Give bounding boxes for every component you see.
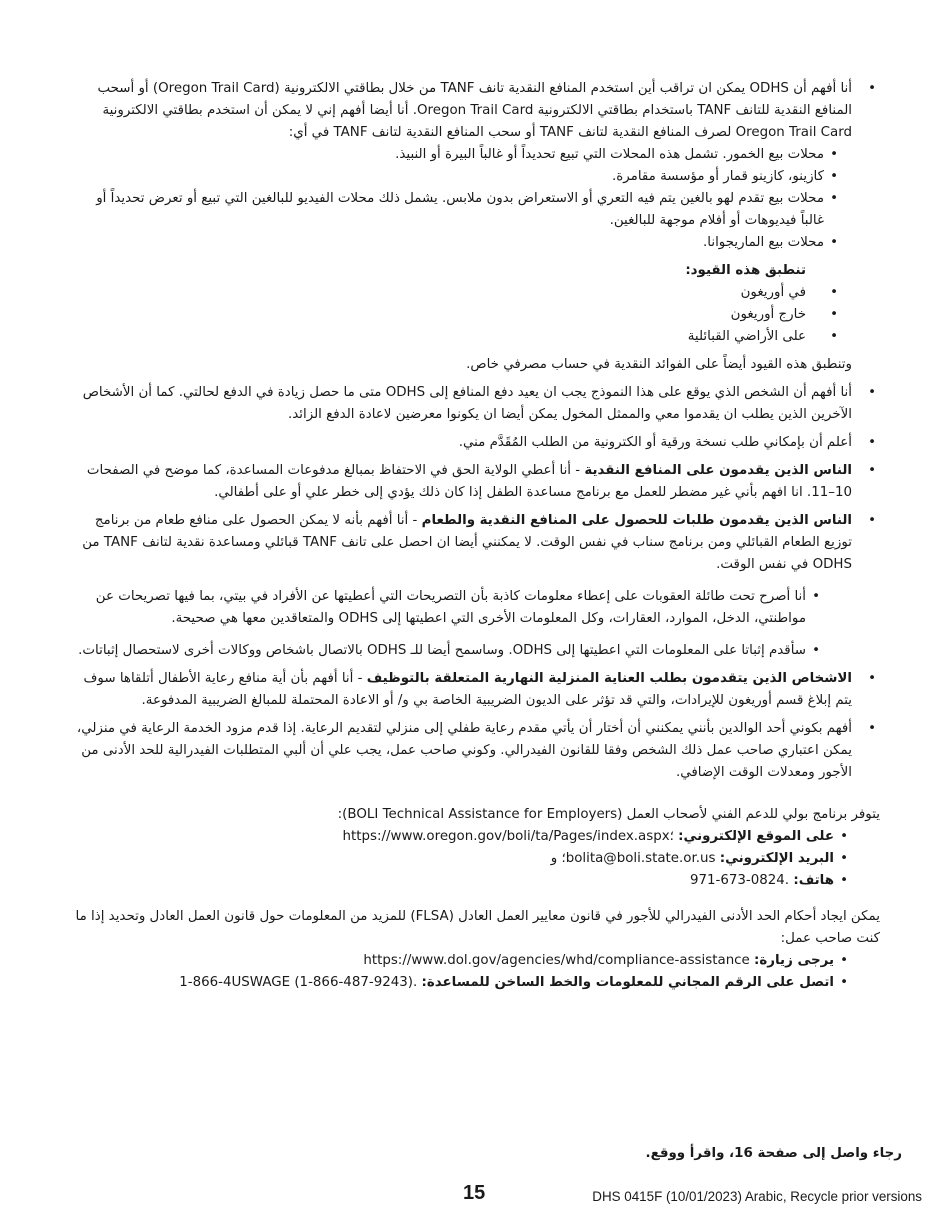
restrictions-note: وتنطبق هذه القيود أيضاً على الفوائد النقدية في حساب مصرفي خاص. bbox=[466, 357, 852, 372]
list-item: • سأقدم إثباتا على المعلومات التي اعطيتها إلى ODHS. وساسمح أيضا للـ ODHS بالاتصال باشخاص ووكالات أخرى لاستحصال إثباتات. bbox=[72, 640, 852, 662]
boli-website bbox=[72, 826, 880, 848]
list-item: • محلات بيع الخمور. تشمل هذه المحلات التي تبيع تحديداً أو غالباً البيرة أو النبيذ. bbox=[72, 144, 852, 166]
document-body bbox=[72, 78, 880, 994]
cash-benefits-text: - أنا أعطي الولاية الحق في الاحتفاظ بمبالغ مدفوعات المساعدة، كما موضح في الصفحات 10–11. انا افهم بأني غير مضطر للعمل مع برنامج مساعدة الطفل إذا كان ذلك يؤدي إلى خطر علي أو على أطفالي. bbox=[86, 463, 852, 500]
boli-email-label: البريد الإلكتروني: bbox=[719, 851, 834, 866]
boli-phone-number: 971-673-0824. bbox=[689, 873, 790, 888]
list-item: • كازينو، كازينو قمار أو مؤسسة مقامرة. bbox=[72, 166, 852, 188]
cash-and-food-heading: الناس الذين يقدمون طلبات للحصول على المنافع النقدية والطعام bbox=[421, 513, 852, 528]
list-item: • أنا أصرح تحت طائلة العقوبات على إعطاء معلومات كاذبة بأن التصريحات التي أعطيتها عن الأفراد في بيتي، بما فيها تصريحات عن مواطنتي، الدخل، الموارد، العقارات، وكل المعلومات الأخرى التي اعطيتها إلى ODHS والمتعاقدين معها هي صحيحة. bbox=[72, 586, 852, 630]
list-item: • في أوريغون bbox=[72, 282, 852, 304]
flsa-visit bbox=[72, 950, 880, 972]
cash-and-food-section bbox=[72, 510, 880, 662]
boli-phone-label: هاتف: bbox=[793, 873, 834, 888]
child-care-text: - أنا أفهم بأن أية منافع رعاية الأطفال أتلقاها سوف يتم إبلاغ قسم أوريغون للإيرادات، والتي قد تؤثر على الديون الضريبية الخاصة بي و/ أو الاعادة المحتملة للمبالغ الضريبية المدفوعة. bbox=[83, 671, 852, 708]
boli-email bbox=[72, 848, 880, 870]
flsa-call bbox=[72, 972, 880, 994]
cash-benefits-heading: الناس الذين يقدمون على المنافع النقدية bbox=[584, 463, 852, 478]
flsa-visit-link[interactable]: https://www.dol.gov/agencies/whd/compliance-assistance bbox=[363, 953, 750, 968]
restrictions-list bbox=[72, 282, 852, 348]
page-number: 15 bbox=[463, 1182, 486, 1204]
continue-note: رجاء واصل إلى صفحة 16، واقرأ ووقع. bbox=[645, 1146, 902, 1161]
child-care-statement bbox=[72, 668, 880, 712]
boli-intro: يتوفر برنامج بولي للدعم الفني لأصحاب العمل (BOLI Technical Assistance for Employers): bbox=[337, 807, 880, 822]
flsa-visit-label: يرجى زيارة: bbox=[754, 953, 834, 968]
boli-website-label: على الموقع الإلكتروني: bbox=[678, 829, 834, 844]
flsa-intro: يمكن ايجاد أحكام الحد الأدنى الفيدرالي للأجور في قانون معايير العمل العادل (FLSA) للمزيد من المعلومات حول قانون العمل العادل وتحديد إذا ما كنت صاحب عمل: bbox=[75, 909, 880, 946]
list-item: • خارج أوريغون bbox=[72, 304, 852, 326]
boli-phone bbox=[72, 870, 880, 892]
list-item: • محلات بيع الماريجوانا. bbox=[72, 232, 852, 254]
list-item: • على الأراضي القبائلية bbox=[72, 326, 852, 348]
oregon-trail-card-section bbox=[72, 78, 880, 376]
child-care-heading: الاشخاص الذين يتقدمون بطلب العناية المنزلية النهارية المتعلقة بالتوظيف bbox=[366, 671, 852, 686]
list-item: • محلات بيع تقدم لهو بالغين يتم فيه التعري أو الاستعراض بدون ملابس. يشمل ذلك محلات الفيديو للبالغين التي تبيع أو تعرض تحديداً أو غالباً فيديوهات أو أفلام موجهة للبالغين. bbox=[72, 188, 852, 232]
overpayment-statement: • أنا أفهم أن الشخص الذي يوقع على هذا النموذج يجب ان يعيد دفع المنافع إلى ODHS متى ما حصل زيادة في الدفع لحالتي. كما أن الأشخاص الآخرين الذين يطلب ان يقدموا معي والممثل المخول يمكن أيضا ان يكونوا معرضين لاعادة الدفع الزائد. bbox=[72, 382, 880, 426]
flsa-call-label: اتصل على الرقم المجاني للمعلومات والخط الساخن للمساعدة: bbox=[421, 975, 834, 990]
boli-website-link[interactable]: https://www.oregon.gov/boli/ta/Pages/index.aspx؛ bbox=[342, 829, 674, 844]
card-usage-intro: • أنا أفهم أن ODHS يمكن ان تراقب أين استخدم المنافع النقدية تانف TANF من خلال بطاقتي الالكترونية (Oregon Trail Card) أو أسحب المنافع النقدية للتانف TANF باستخدام بطاقتي الالكترونية Oregon Trail Card. أنا أيضا أفهم إني لا يمكن أن استخدم بطاقتي الالكترونية Oregon Trail Card لصرف المنافع النقدية لتانف TANF أو سحب المنافع النقدية لتانف TANF في أي: bbox=[97, 81, 852, 140]
cash-benefits-statement bbox=[72, 460, 880, 504]
employer-statement: • أفهم بكوني أحد الوالدين بأنني يمكنني أن أختار أن يأتي مقدم رعاية طفلي إلى منزلي لتقديم الرعاية. إذا قدم مزود الخدمة الرعاية في منزلي، يمكن اعتباري صاحب عمل ذلك الشخص وفقا للقانون الفيدرالي. وكوني صاحب عمل، يجب علي أن ألبي المتطلبات الفيدرالية للحد الأدنى من الأجور ومعدلات الوقت الإضافي. bbox=[72, 718, 880, 784]
prohibited-places-list bbox=[72, 144, 852, 254]
flsa-call-number: 1-866-4USWAGE (1-866-487-9243). bbox=[179, 975, 418, 990]
copy-request-statement: • أعلم أن بإمكاني طلب نسخة ورقية أو الكترونية من الطلب المُقَدَّم مني. bbox=[72, 432, 880, 454]
boli-section bbox=[72, 804, 880, 892]
form-identifier: DHS 0415F (10/01/2023) Arabic, Recycle prior versions bbox=[592, 1189, 922, 1204]
cash-and-food-statement bbox=[72, 510, 852, 576]
restrictions-heading: تنطبق هذه القيود: bbox=[685, 263, 806, 278]
flsa-section bbox=[72, 906, 880, 994]
boli-email-link[interactable]: bolita@boli.state.or.us؛ و bbox=[550, 851, 716, 866]
cash-and-food-text: - أنا أفهم بأنه لا يمكن الحصول على منافع طعام من برنامج توزيع الطعام القبائلي ومن برنامج سناب في نفس الوقت. لا يمكنني أيضا ان احصل على تانف TANF قبائلي ومساعدة نقدية لتانف TANF من ODHS في نفس الوقت. bbox=[82, 513, 852, 572]
